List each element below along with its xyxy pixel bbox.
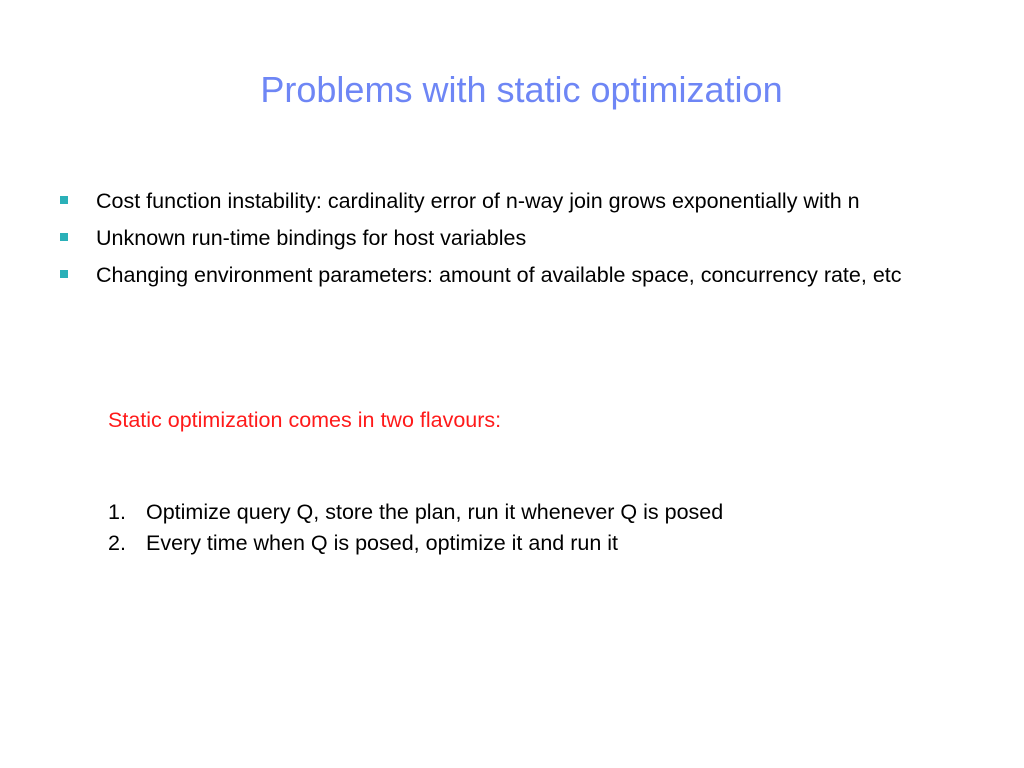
list-item-text: Every time when Q is posed, optimize it and run it <box>146 531 619 555</box>
numbered-list-item <box>108 497 723 528</box>
square-bullet-icon <box>60 233 68 241</box>
bullet-text: Unknown run-time bindings for host variables <box>96 226 527 250</box>
numbered-list <box>108 497 723 559</box>
bullet-text: Changing environment parameters: amount of available space, concurrency rate, etc <box>96 263 902 287</box>
highlight-note: Static optimization comes in two flavours: <box>108 408 502 432</box>
bullet-text: Cost function instability: cardinality error of n-way join grows exponentially with n <box>96 189 860 213</box>
square-bullet-icon <box>60 270 68 278</box>
square-bullet-icon <box>60 196 68 204</box>
list-number: 1. <box>108 500 126 524</box>
bullet-list <box>60 186 965 297</box>
bullet-item <box>60 186 965 217</box>
slide-title: Problems with static optimization <box>260 69 783 110</box>
bullet-item <box>60 260 965 291</box>
numbered-list-item <box>108 528 723 559</box>
list-item-text: Optimize query Q, store the plan, run it whenever Q is posed <box>146 500 724 524</box>
list-number: 2. <box>108 531 126 555</box>
bullet-item <box>60 223 965 254</box>
